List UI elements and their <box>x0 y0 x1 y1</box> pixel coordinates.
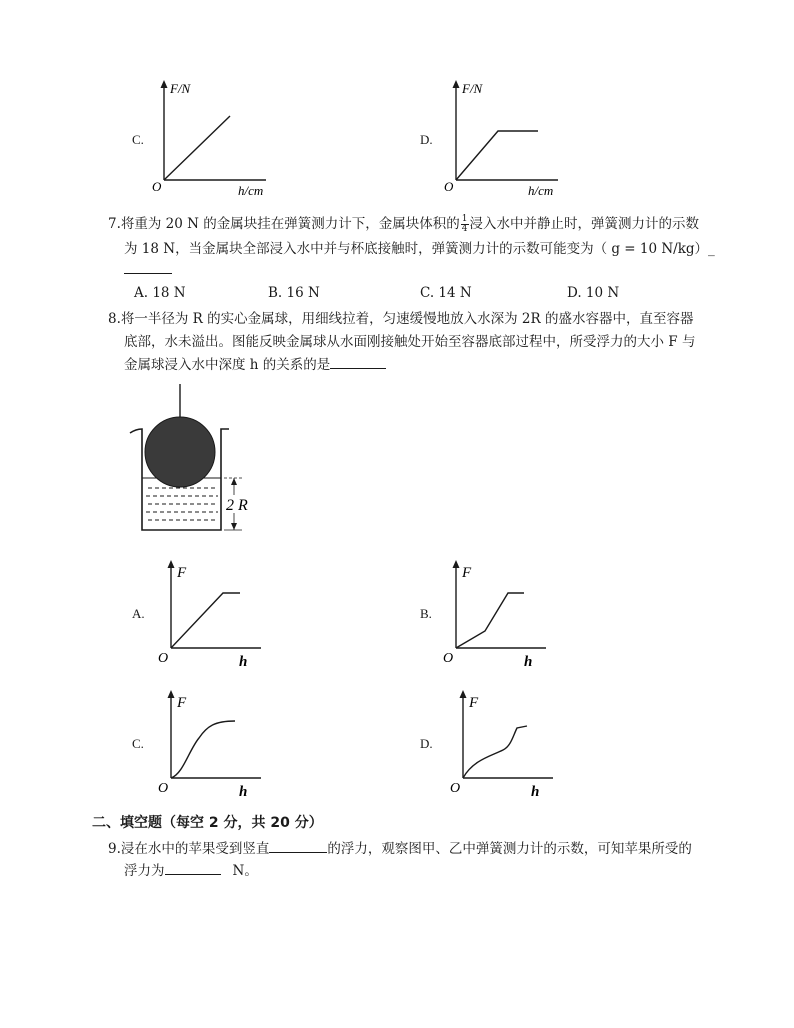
graph-curve <box>463 726 527 778</box>
q7-choice-c[interactable]: C. 14 N <box>420 285 472 301</box>
y-axis-label: F <box>462 565 472 581</box>
q6-option-d-label: D. <box>420 132 433 147</box>
q7-choice-b[interactable]: B. 16 N <box>268 285 320 301</box>
q8-option-c-label: C. <box>132 736 144 751</box>
q9-text-c: 浮力为 <box>124 863 165 879</box>
q9-blank-1[interactable] <box>269 838 327 853</box>
q8-option-a-label: A. <box>132 606 145 621</box>
q8-line-1 <box>108 308 693 330</box>
origin-label: O <box>443 651 454 666</box>
q6-option-c-label: C. <box>132 132 144 147</box>
q7-line-2: 为 18 N，当金属块全部浸入水中并与杯底接触时，弹簧测力计的示数可能变为（ g = 10 N/kg）_ <box>124 241 715 257</box>
water-hatching <box>146 488 218 520</box>
q8-number: 8. <box>108 311 121 327</box>
y-axis-label: F/N <box>462 81 483 96</box>
q7-number: 7. <box>108 216 121 232</box>
dim-arrow-down <box>231 523 237 530</box>
y-axis-arrow <box>460 690 467 698</box>
origin-label: O <box>444 179 454 194</box>
q7-text-b: 浸入水中并静止时，弹簧测力计的示数 <box>469 216 699 232</box>
q9-text-a: 浸在水中的苹果受到竖直 <box>120 841 270 857</box>
origin-label: O <box>450 781 461 796</box>
q8-option-d-graph <box>447 688 557 800</box>
x-axis-label: h/cm <box>238 183 264 198</box>
q8-beaker-diagram <box>124 384 264 536</box>
y-axis-label: F/N <box>170 81 191 96</box>
q7-fraction: $\frac{1}{4}$ <box>461 214 468 234</box>
q6-option-d-graph <box>440 78 570 198</box>
y-axis-arrow <box>168 690 175 698</box>
q7-line-1 <box>108 213 699 235</box>
y-axis-label: F <box>469 695 479 711</box>
q8-option-d-label: D. <box>420 736 433 751</box>
q9-number: 9. <box>108 841 121 857</box>
graph-curve <box>456 131 538 180</box>
q6-option-c-graph <box>148 78 278 198</box>
x-axis-label: h <box>239 654 248 668</box>
q8-option-c-graph <box>155 688 265 800</box>
y-axis-arrow <box>453 560 460 568</box>
q8-option-a-graph <box>155 558 265 668</box>
q8-text-3: 金属球浸入水中深度 h 的关系的是 <box>124 357 331 373</box>
x-axis-label: h <box>524 654 533 668</box>
q9-line-1 <box>108 838 692 860</box>
q8-answer-blank[interactable] <box>330 354 386 369</box>
y-axis-label: F <box>177 565 187 581</box>
y-axis-arrow <box>168 560 175 568</box>
q8-option-b-label: B. <box>420 606 432 621</box>
graph-curve <box>171 593 240 648</box>
origin-label: O <box>152 179 162 194</box>
q8-line-3 <box>124 354 386 376</box>
q8-text-1: 将一半径为 R 的实心金属球，用细线拉着，匀速缓慢地放入水深为 2R 的盛水容器中，直至容器 <box>120 311 694 327</box>
dim-label: 2 R <box>226 497 248 514</box>
q7-text-a: 将重为 20 N 的金属块挂在弹簧测力计下，金属块体积的 <box>120 216 460 232</box>
metal-ball <box>145 417 215 487</box>
q7-choice-d[interactable]: D. 10 N <box>567 285 620 301</box>
section-2-title: 二、填空题（每空 2 分，共 20 分） <box>92 815 323 831</box>
graph-curve <box>164 116 230 180</box>
y-axis-label: F <box>177 695 187 711</box>
y-axis-arrow <box>161 80 168 88</box>
origin-label: O <box>158 651 169 666</box>
origin-label: O <box>158 781 169 796</box>
q7-answer-blank[interactable] <box>124 273 172 274</box>
dim-arrow-up <box>231 478 237 485</box>
q9-text-b: 的浮力，观察图甲、乙中弹簧测力计的示数，可知苹果所受的 <box>327 841 692 857</box>
q8-line-2: 底部，水未溢出。图能反映金属球从水面刚接触处开始至容器底部过程中，所受浮力的大小 F 与 <box>124 334 696 350</box>
q8-option-b-graph <box>440 558 550 668</box>
x-axis-label: h <box>531 784 540 800</box>
graph-curve <box>171 721 235 778</box>
graph-curve <box>456 593 524 648</box>
q9-text-d: N。 <box>232 863 258 879</box>
y-axis-arrow <box>453 80 460 88</box>
q9-blank-2[interactable] <box>165 860 221 875</box>
x-axis-label: h/cm <box>528 183 554 198</box>
q9-line-2 <box>124 860 258 882</box>
x-axis-label: h <box>239 784 248 800</box>
q7-choice-a[interactable]: A. 18 N <box>134 285 186 301</box>
